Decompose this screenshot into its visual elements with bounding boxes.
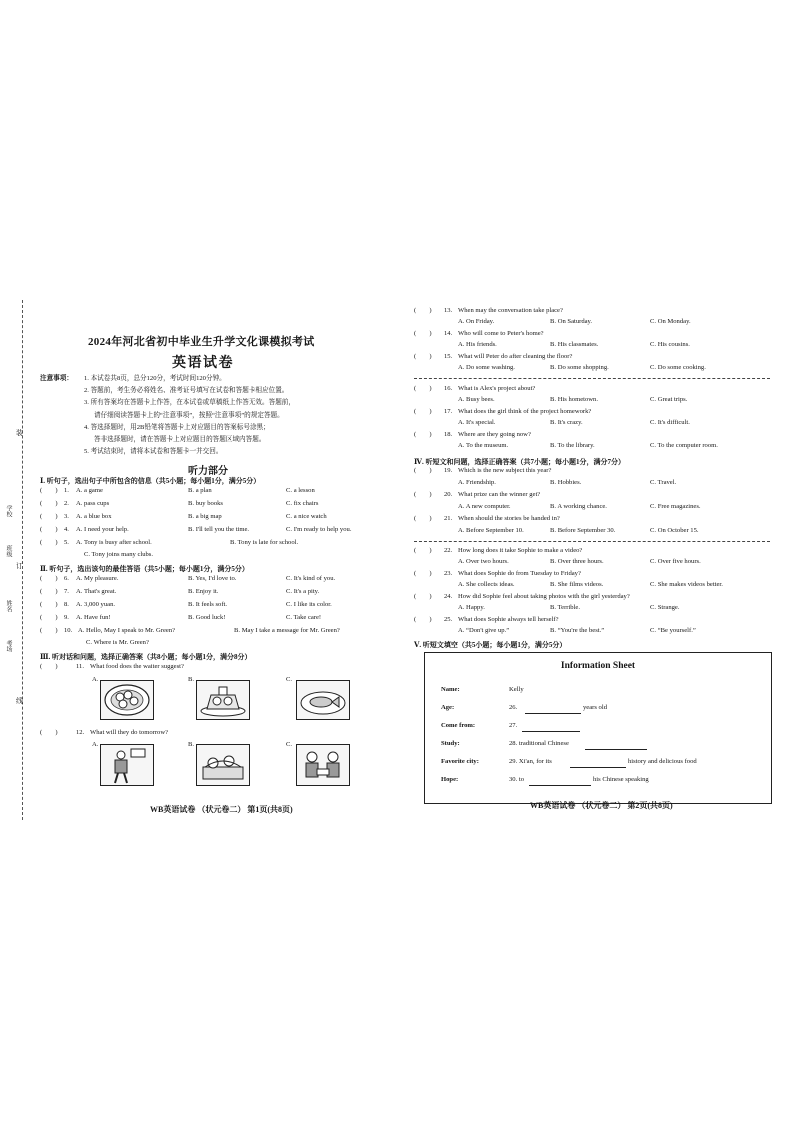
pic-label-a: A. — [92, 741, 99, 748]
question-number: 4. — [64, 526, 69, 533]
question-text: What prize can the winner get? — [458, 491, 541, 498]
option-c: C. It's difficult. — [650, 419, 690, 426]
answer-paren: ( ) — [40, 588, 58, 595]
note-line: 答非选择题时，请在答题卡上对应题目的答题区域内答题。 — [94, 436, 266, 444]
question-number: 11. — [76, 663, 84, 670]
answer-paren: ( ) — [414, 467, 432, 474]
option-c: C. On Monday. — [650, 318, 691, 325]
note-line: 5. 考试结束时，请将本试卷和答题卡一并交回。 — [84, 448, 223, 456]
option-a: A. a blue box — [76, 513, 112, 520]
option-c: C. I'm ready to help you. — [286, 526, 352, 533]
answer-paren: ( ) — [40, 614, 58, 621]
exam-subtitle: 英语试卷 — [172, 356, 234, 371]
question-number: 20. — [444, 491, 453, 498]
notes-label: 注意事项： — [40, 375, 73, 382]
option-a: A. Have fun! — [76, 614, 111, 621]
cake-icon — [197, 681, 249, 719]
question-text: Which is the new subject this year? — [458, 467, 552, 474]
question-number: 17. — [444, 408, 453, 415]
option-c: C. “Be yourself.” — [650, 627, 696, 634]
question-text: When should the stories be handed in? — [458, 515, 560, 522]
option-b: B. Good luck! — [188, 614, 226, 621]
answer-paren: ( ) — [414, 307, 432, 314]
answer-paren: ( ) — [414, 515, 432, 522]
option-a: A. Over two hours. — [458, 558, 509, 565]
binding-field-name: 姓名 — [5, 600, 11, 612]
option-a: A. Before September 10. — [458, 527, 524, 534]
option-b: B. Terrible. — [550, 604, 580, 611]
exam-title: 2024年河北省初中毕业生升学文化课模拟考试 — [88, 336, 315, 348]
answer-paren: ( ) — [40, 663, 58, 670]
sheet-label: Name: — [441, 686, 460, 693]
sheet-label: Come from: — [441, 722, 476, 729]
option-a: A. She collects ideas. — [458, 581, 515, 588]
picture-activity-reading — [296, 744, 350, 786]
option-a: A. Busy bees. — [458, 396, 495, 403]
option-c: C. Where is Mr. Green? — [86, 639, 149, 646]
answer-paren: ( ) — [414, 431, 432, 438]
question-number: 2. — [64, 500, 69, 507]
option-b: B. Over three hours. — [550, 558, 604, 565]
section-2-heading: Ⅱ. 听句子，选出该句的最佳答语（共5小题；每小题1分，满分5分） — [40, 565, 249, 573]
question-text: When may the conversation take place? — [458, 307, 563, 314]
question-number: 7. — [64, 588, 69, 595]
section-3-heading: Ⅲ. 听对话和问题，选择正确答案（共8小题；每小题1分，满分8分） — [40, 653, 252, 661]
question-number: 3. — [64, 513, 69, 520]
option-b: B. Tony is late for school. — [230, 539, 299, 546]
question-number: 5. — [64, 539, 69, 546]
option-a: A. “Don't give up.” — [458, 627, 510, 634]
option-b: B. It's crazy. — [550, 419, 583, 426]
note-line: 1. 本试卷共8页，总分120分，考试时间120分钟。 — [84, 375, 226, 382]
question-text: What does Sophie always tell herself? — [458, 616, 559, 623]
option-a: A. Hello, May I speak to Mr. Green? — [78, 627, 176, 634]
people-reading-icon — [297, 745, 349, 785]
option-c: C. a nice watch — [286, 513, 327, 520]
option-b: B. a plan — [188, 487, 212, 494]
option-a: A. Tony is busy after school. — [76, 539, 152, 546]
question-number: 1. — [64, 487, 69, 494]
option-a: A. Happy. — [458, 604, 485, 611]
answer-paren: ( ) — [414, 408, 432, 415]
question-number: 23. — [444, 570, 453, 577]
answer-paren: ( ) — [414, 616, 432, 623]
question-text: What does the girl think of the project homework? — [458, 408, 592, 415]
question-number: 16. — [444, 385, 453, 392]
answer-paren: ( ) — [40, 500, 58, 507]
question-number: 24. — [444, 593, 453, 600]
option-b: B. Before September 30. — [550, 527, 616, 534]
option-b: B. Do some shopping. — [550, 364, 609, 371]
option-c: C. Strange. — [650, 604, 680, 611]
option-c: C. On October 15. — [650, 527, 699, 534]
bed-icon — [197, 745, 249, 785]
option-c: C. To the computer room. — [650, 442, 718, 449]
option-c: C. Free magazines. — [650, 503, 701, 510]
picture-activity-sleep — [196, 744, 250, 786]
blank-29[interactable] — [570, 761, 626, 768]
note-line: 4. 答选择题时，用2B铅笔将答题卡上对应题目的答案标号涂黑； — [84, 423, 270, 431]
section-1-heading: Ⅰ. 听句子，选出句子中所包含的信息（共5小题；每小题1分，满分5分） — [40, 477, 261, 485]
option-a: A. That's great. — [76, 588, 117, 595]
note-line: 请仔细阅读答题卡上的“注意事项”，按照“注意事项”的规定答题。 — [94, 411, 284, 419]
blank-28[interactable] — [585, 743, 647, 750]
notes-block — [84, 373, 384, 458]
option-c: C. Tony joins many clubs. — [84, 551, 154, 558]
option-b: B. “You're the best.” — [550, 627, 605, 634]
sheet-label: Hope: — [441, 776, 459, 783]
question-number: 18. — [444, 431, 453, 438]
option-c: C. fix chairs — [286, 500, 319, 507]
option-c: C. Do some cooking. — [650, 364, 706, 371]
binding-field-class: 班级 — [5, 545, 11, 557]
option-b: B. Hobbies. — [550, 479, 582, 486]
sheet-title: Information Sheet — [560, 661, 636, 671]
answer-paren: ( ) — [414, 593, 432, 600]
option-c: C. a lesson — [286, 487, 315, 494]
divider — [414, 378, 770, 379]
option-c: C. She makes videos better. — [650, 581, 723, 588]
picture-food-cake — [196, 680, 250, 720]
question-text: What does Sophie do from Tuesday to Friday? — [458, 570, 581, 577]
binding-field-school: 学校 — [5, 505, 11, 517]
sheet-label: Age: — [441, 704, 455, 711]
option-a: A. On Friday. — [458, 318, 495, 325]
pic-label-c: C. — [286, 741, 293, 748]
pic-label-b: B. — [188, 741, 195, 748]
plate-icon — [101, 681, 153, 719]
option-a: A. I need your help. — [76, 526, 129, 533]
question-number: 14. — [444, 330, 453, 337]
option-a: A. a game — [76, 487, 103, 494]
answer-paren: ( ) — [40, 729, 58, 736]
sheet-value: 30. to — [509, 776, 525, 783]
sheet-value: Kelly — [509, 686, 524, 693]
option-b: B. Enjoy it. — [188, 588, 219, 595]
option-c: C. Great trips. — [650, 396, 688, 403]
question-number: 6. — [64, 575, 69, 582]
option-c: C. I like its color. — [286, 601, 332, 608]
option-b: B. His classmates. — [550, 341, 599, 348]
divider — [414, 541, 770, 542]
answer-paren: ( ) — [40, 487, 58, 494]
answer-paren: ( ) — [414, 353, 432, 360]
option-b: B. A working chance. — [550, 503, 607, 510]
option-a: A. His friends. — [458, 341, 497, 348]
note-line: 2. 答题前，考生务必将姓名、准考证号填写在试卷和答题卡相应位置。 — [84, 387, 289, 395]
question-number: 15. — [444, 353, 453, 360]
answer-paren: ( ) — [40, 513, 58, 520]
option-b: B. She films videos. — [550, 581, 604, 588]
binding-char-zhuang: 装 — [16, 429, 23, 437]
question-number: 22. — [444, 547, 453, 554]
option-b: B. a big map — [188, 513, 222, 520]
sheet-label: Favorite city: — [441, 758, 479, 765]
page-footer-right: WB英语试卷 （状元卷二） 第2页(共8页) — [530, 801, 673, 810]
question-text: What food does the waiter suggest? — [90, 663, 184, 670]
question-text: What is Alex's project about? — [458, 385, 536, 392]
answer-paren: ( ) — [414, 491, 432, 498]
answer-paren: ( ) — [40, 575, 58, 582]
answer-paren: ( ) — [414, 570, 432, 577]
pic-label-c: C. — [286, 676, 293, 683]
sheet-value-post: history and delicious food — [628, 758, 697, 765]
question-text: How long does it take Sophie to make a video? — [458, 547, 583, 554]
answer-paren: ( ) — [414, 385, 432, 392]
option-a: A. To the museum. — [458, 442, 509, 449]
question-text: What will Peter do after cleaning the floor? — [458, 353, 573, 360]
option-b: B. It feels soft. — [188, 601, 228, 608]
option-b: B. Yes, I'd love to. — [188, 575, 237, 582]
option-c: C. It's kind of you. — [286, 575, 336, 582]
answer-paren: ( ) — [414, 547, 432, 554]
sheet-value: 28. traditional Chinese — [509, 740, 569, 747]
answer-paren: ( ) — [40, 627, 58, 634]
binding-char-xian: 线 — [16, 697, 23, 705]
picture-food-fish — [296, 680, 350, 720]
sheet-value-post: his Chinese speaking — [593, 776, 649, 783]
option-c: C. Travel. — [650, 479, 677, 486]
question-text: Who will come to Peter's home? — [458, 330, 544, 337]
sheet-value: 27. — [509, 722, 518, 729]
fish-icon — [297, 681, 349, 719]
answer-paren: ( ) — [414, 330, 432, 337]
sheet-value-post: years old — [583, 704, 607, 711]
question-number: 13. — [444, 307, 453, 314]
information-sheet — [424, 652, 772, 804]
option-a: A. It's special. — [458, 419, 496, 426]
question-text: How did Sophie feel about taking photos with the girl yesterday? — [458, 593, 630, 600]
question-number: 8. — [64, 601, 69, 608]
blank-30[interactable] — [529, 779, 591, 786]
sheet-value: 26. — [509, 704, 518, 711]
option-b: B. On Saturday. — [550, 318, 593, 325]
question-number: 19. — [444, 467, 453, 474]
option-b: B. To the library. — [550, 442, 595, 449]
basketball-icon — [101, 745, 153, 785]
binding-line — [22, 300, 23, 820]
blank-26[interactable] — [525, 707, 581, 714]
section-4-heading: Ⅳ. 听短文和问题，选择正确答案（共7小题；每小题1分，满分7分） — [414, 458, 625, 466]
section-5-heading: Ⅴ. 听短文填空（共5小题；每小题1分，满分5分） — [414, 641, 567, 649]
question-number: 12. — [76, 729, 85, 736]
pic-label-a: A. — [92, 676, 99, 683]
page-footer-left: WB英语试卷 （状元卷二） 第1页(共8页) — [150, 805, 293, 814]
binding-field-room: 考场 — [5, 640, 11, 652]
option-a: A. Friendship. — [458, 479, 496, 486]
option-a: A. pass cups — [76, 500, 110, 507]
option-b: B. buy books — [188, 500, 223, 507]
option-b: B. May I take a message for Mr. Green? — [234, 627, 340, 634]
pic-label-b: B. — [188, 676, 195, 683]
option-a: A. A new computer. — [458, 503, 511, 510]
question-text: What will they do tomorrow? — [90, 729, 169, 736]
binding-char-ding: 订 — [16, 562, 23, 570]
option-b: B. His hometown. — [550, 396, 598, 403]
option-c: C. Over five hours. — [650, 558, 701, 565]
option-a: A. Do some washing. — [458, 364, 515, 371]
answer-paren: ( ) — [40, 539, 58, 546]
question-number: 10. — [64, 627, 73, 634]
listening-title: 听力部分 — [188, 466, 228, 477]
question-text: Where are they going now? — [458, 431, 531, 438]
option-a: A. 3,000 yuan. — [76, 601, 116, 608]
question-number: 25. — [444, 616, 453, 623]
option-c: C. Take care! — [286, 614, 322, 621]
option-b: B. I'll tell you the time. — [188, 526, 250, 533]
option-c: C. His cousins. — [650, 341, 690, 348]
picture-activity-basketball — [100, 744, 154, 786]
answer-paren: ( ) — [40, 526, 58, 533]
blank-27[interactable] — [522, 725, 580, 732]
sheet-value: 29. Xi'an, for its — [509, 758, 552, 765]
sheet-label: Study: — [441, 740, 460, 747]
question-number: 9. — [64, 614, 69, 621]
answer-paren: ( ) — [40, 601, 58, 608]
option-c: C. It's a pity. — [286, 588, 320, 595]
picture-food-dumplings — [100, 680, 154, 720]
question-number: 21. — [444, 515, 453, 522]
note-line: 3. 所有答案均在答题卡上作答，在本试卷或草稿纸上作答无效。答题前， — [84, 399, 295, 407]
option-a: A. My pleasure. — [76, 575, 119, 582]
